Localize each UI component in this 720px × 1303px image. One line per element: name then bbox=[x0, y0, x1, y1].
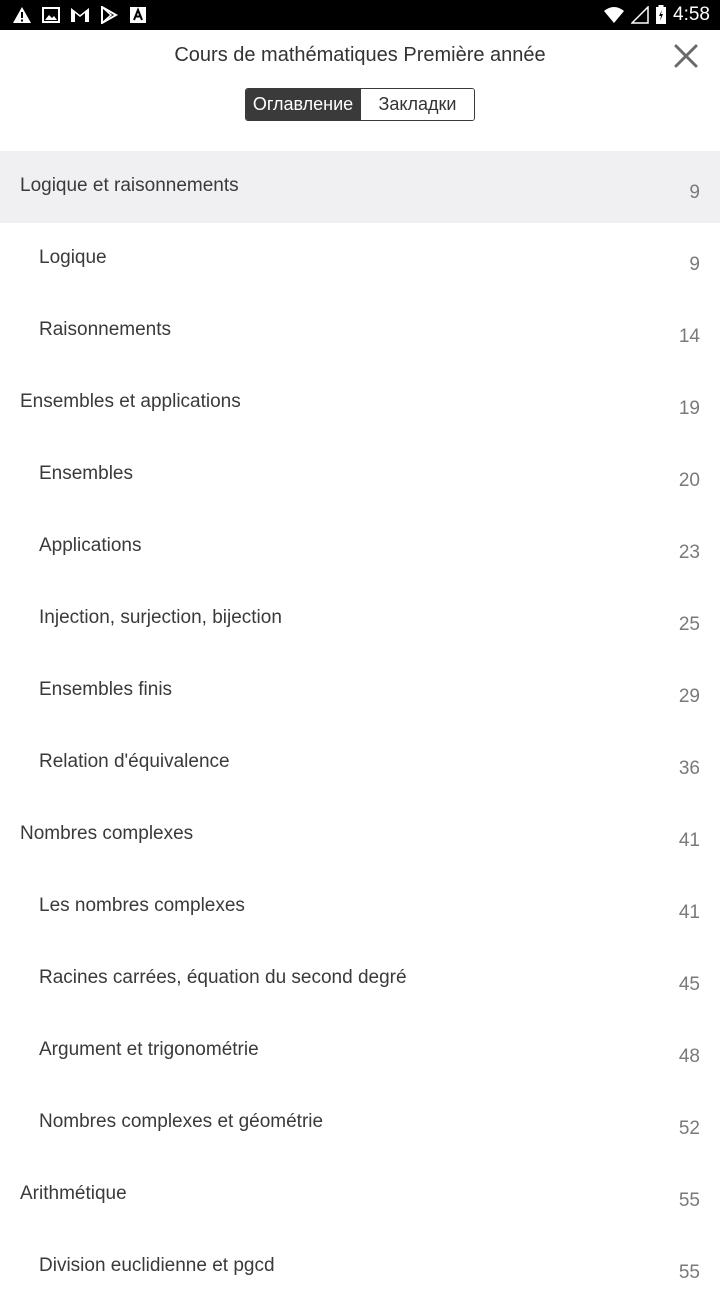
status-bar bbox=[0, 0, 720, 30]
toc-item-title: Les nombres complexes bbox=[39, 895, 245, 916]
page-title: Cours de mathématiques Première année bbox=[174, 44, 546, 66]
toc-item-page: 14 bbox=[678, 326, 700, 347]
toc-item-title: Relation d'équivalence bbox=[39, 751, 230, 772]
play-store-icon bbox=[99, 5, 119, 25]
toc-item-title: Injection, surjection, bijection bbox=[39, 607, 282, 628]
toc-section-row[interactable] bbox=[0, 295, 720, 367]
toc-section-row[interactable] bbox=[0, 1015, 720, 1087]
toc-section-row[interactable] bbox=[0, 727, 720, 799]
toc-item-page: 48 bbox=[678, 1046, 700, 1067]
toc-item-page: 20 bbox=[678, 470, 700, 491]
tab-contents[interactable]: Оглавление bbox=[246, 89, 360, 120]
toc-section-row[interactable] bbox=[0, 439, 720, 511]
toc-item-page: 55 bbox=[678, 1190, 700, 1211]
toc-item-title: Argument et trigonométrie bbox=[39, 1039, 259, 1060]
toc-item-title: Division euclidienne et pgcd bbox=[39, 1255, 275, 1276]
close-button[interactable] bbox=[672, 42, 700, 70]
toc-section-row[interactable] bbox=[0, 1087, 720, 1159]
battery-icon bbox=[655, 5, 667, 25]
wifi-icon bbox=[603, 6, 625, 24]
toc-item-title: Ensembles et applications bbox=[20, 391, 241, 412]
toc-section-row[interactable] bbox=[0, 1231, 720, 1303]
toc-item-page: 41 bbox=[678, 830, 700, 851]
notification-icons bbox=[12, 5, 157, 25]
toc-item-page: 9 bbox=[689, 254, 700, 275]
toc-item-page: 19 bbox=[678, 398, 700, 419]
toc-item-page: 41 bbox=[678, 902, 700, 923]
toc-chapter-row[interactable] bbox=[0, 151, 720, 223]
toc-item-page: 25 bbox=[678, 614, 700, 635]
image-icon bbox=[41, 5, 61, 25]
toc-item-title: Logique bbox=[39, 247, 107, 268]
toc-item-page: 9 bbox=[689, 182, 700, 203]
toc-item-title: Nombres complexes et géométrie bbox=[39, 1111, 324, 1132]
toc-item-page: 23 bbox=[678, 542, 700, 563]
warning-icon bbox=[12, 5, 32, 25]
toc-item-page: 52 bbox=[678, 1118, 700, 1139]
tab-bookmarks[interactable]: Закладки bbox=[360, 89, 474, 120]
gmail-icon bbox=[70, 5, 90, 25]
toc-item-page: 36 bbox=[678, 758, 700, 779]
toc-item-title: Ensembles bbox=[39, 463, 133, 484]
toc-section-row[interactable] bbox=[0, 223, 720, 295]
toc-item-title: Ensembles finis bbox=[39, 679, 173, 700]
toc-section-row[interactable] bbox=[0, 511, 720, 583]
toc-section-row[interactable] bbox=[0, 871, 720, 943]
clock: 4:58 bbox=[673, 4, 710, 25]
toc-item-title: Nombres complexes bbox=[20, 823, 194, 844]
signal-icon bbox=[631, 6, 649, 24]
toc-item-title: Raisonnements bbox=[39, 319, 172, 340]
toc-section-row[interactable] bbox=[0, 943, 720, 1015]
toc-chapter-row[interactable] bbox=[0, 799, 720, 871]
toc-chapter-row[interactable] bbox=[0, 367, 720, 439]
toc-item-page: 55 bbox=[678, 1262, 700, 1283]
toc-item-page: 45 bbox=[678, 974, 700, 995]
toc-section-row[interactable] bbox=[0, 583, 720, 655]
toc-item-title: Racines carrées, équation du second degré bbox=[39, 967, 407, 988]
system-icons bbox=[597, 0, 710, 30]
close-icon bbox=[672, 42, 700, 70]
toc-item-page: 29 bbox=[678, 686, 700, 707]
toc-item-title: Logique et raisonnements bbox=[20, 175, 239, 196]
font-a-icon bbox=[128, 5, 148, 25]
toc-item-title: Applications bbox=[39, 535, 142, 556]
toc-item-title: Arithmétique bbox=[20, 1183, 127, 1204]
table-of-contents bbox=[0, 151, 720, 1303]
toc-chapter-row[interactable] bbox=[0, 1159, 720, 1231]
tab-switcher bbox=[245, 88, 475, 121]
toc-section-row[interactable] bbox=[0, 655, 720, 727]
toc-header bbox=[0, 30, 720, 151]
